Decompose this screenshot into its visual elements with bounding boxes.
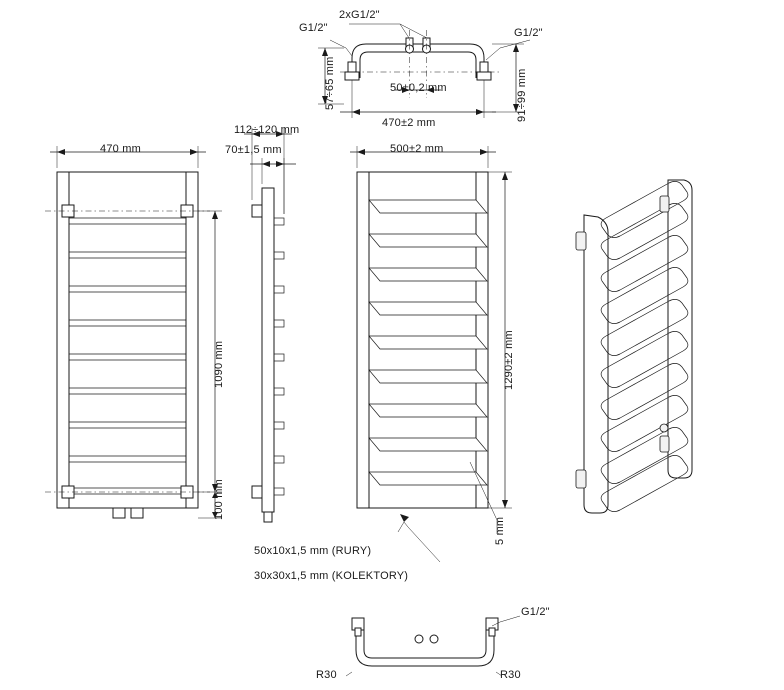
label-front-height: 1090 mm — [213, 340, 225, 388]
label-main-height: 1290±2 mm — [503, 330, 515, 390]
label-top-thread-center: 2xG1/2" — [339, 9, 380, 21]
label-side-depth: 70±1,5 mm — [225, 144, 282, 156]
label-front-foot: 100 mm — [213, 479, 225, 520]
label-top-height-left: 57÷65 mm — [324, 56, 336, 110]
label-bottom-radius-right: R30 — [500, 669, 521, 681]
label-bottom-radius-left: R30 — [316, 669, 337, 681]
label-front-width: 470 mm — [100, 143, 141, 155]
label-top-thread-right: G1/2" — [514, 27, 543, 39]
label-main-width: 500±2 mm — [390, 143, 444, 155]
label-top-width: 470±2 mm — [382, 117, 436, 129]
label-top-center-spacing: 50±0,2 mm — [390, 82, 447, 94]
label-manifold-spec: 30x30x1,5 mm (KOLEKTORY) — [254, 570, 409, 582]
label-side-depth-total: 112÷120 mm — [234, 124, 300, 136]
label-tube-thickness: 5 mm — [494, 516, 506, 545]
label-top-thread-left: G1/2" — [299, 22, 328, 34]
label-bottom-thread: G1/2" — [521, 606, 550, 618]
label-tube-spec: 50x10x1,5 mm (RURY) — [254, 545, 372, 557]
label-top-height-right: 91÷99 mm — [516, 68, 528, 122]
